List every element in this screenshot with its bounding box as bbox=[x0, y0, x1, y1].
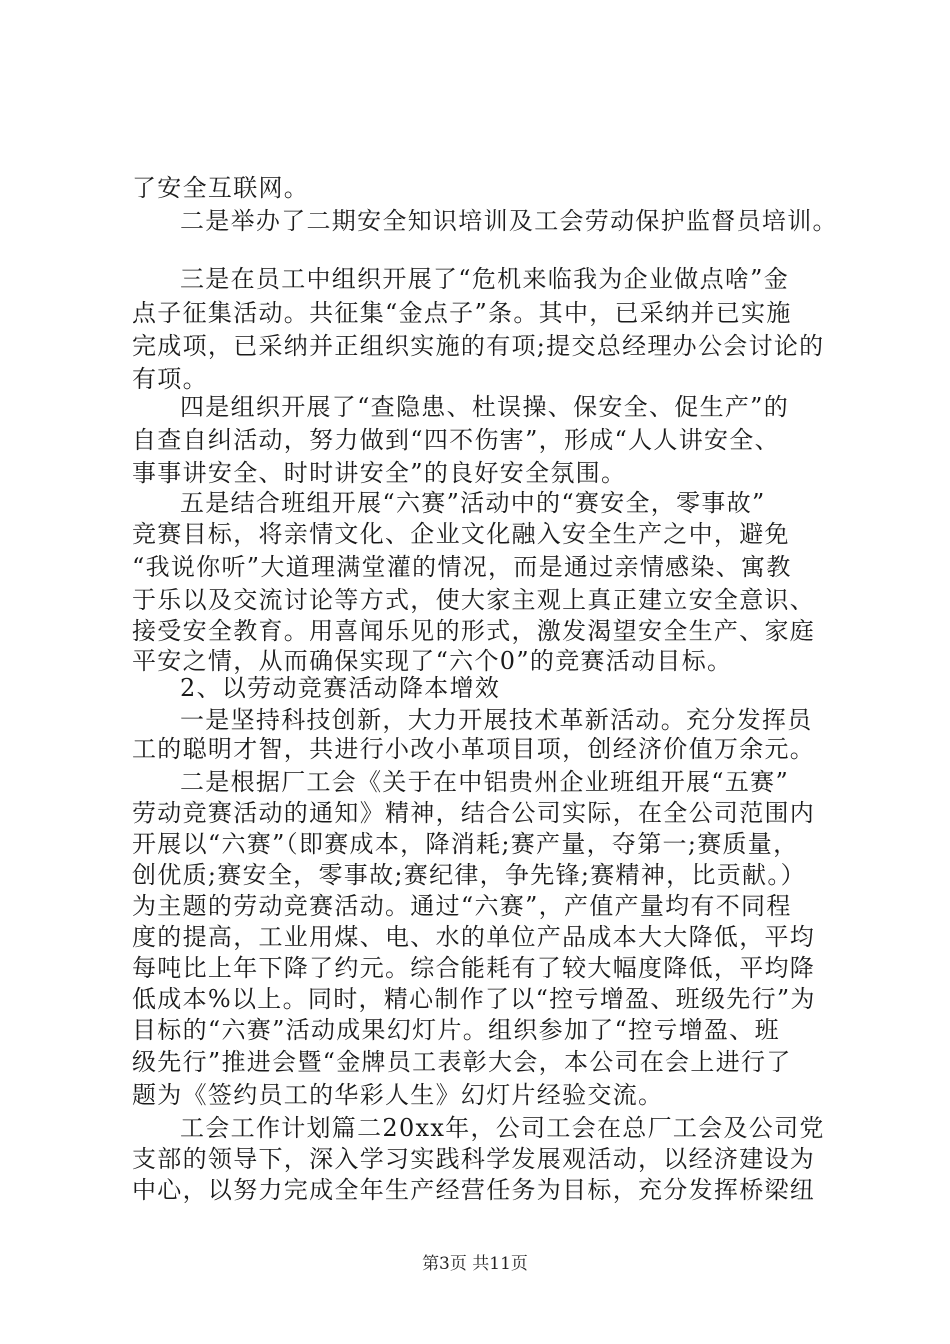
text-line: 一是坚持科技创新，大力开展技术革新活动。充分发挥员 bbox=[180, 706, 813, 734]
text-line: 支部的领导下，深入学习实践科学发展观活动，以经济建设为 bbox=[132, 1145, 816, 1173]
text-line: 工会工作计划篇二20xx年，公司工会在总厂工会及公司党 bbox=[180, 1114, 825, 1142]
page-number-footer: 第3页 共11页 bbox=[422, 1254, 528, 1274]
text-line: 接受安全教育。用喜闻乐见的形式，激发渴望安全生产、家庭 bbox=[132, 617, 816, 645]
text-line: 了安全互联网。 bbox=[132, 174, 310, 202]
text-line: 二是根据厂工会《关于在中铝贵州企业班组开展“五赛” bbox=[180, 768, 790, 796]
text-line: 度的提高，工业用煤、电、水的单位产品成本大大降低，平均 bbox=[132, 923, 816, 951]
text-line: 事事讲安全、时时讲安全”的良好安全氛围。 bbox=[132, 459, 627, 487]
text-line: 竞赛目标，将亲情文化、企业文化融入安全生产之中，避免 bbox=[132, 520, 790, 548]
text-line: 自查自纠活动，努力做到“四不伤害”，形成“人人讲安全、 bbox=[132, 426, 780, 454]
text-line: 低成本%以上。同时，精心制作了以“控亏增盈、班级先行”为 bbox=[132, 985, 816, 1013]
text-line: 中心，以努力完成全年生产经营任务为目标，充分发挥桥梁纽 bbox=[132, 1176, 816, 1204]
text-line: 平安之情，从而确保实现了“六个0”的竞赛活动目标。 bbox=[132, 647, 733, 675]
text-line: 级先行”推进会暨“金牌员工表彰大会，本公司在会上进行了 bbox=[132, 1048, 792, 1076]
text-line: 创优质;赛安全，零事故;赛纪律，争先锋;赛精神，比贡献。） bbox=[132, 861, 806, 889]
text-line: 四是组织开展了“查隐患、杜误操、保安全、促生产”的 bbox=[180, 393, 790, 421]
text-line: 劳动竞赛活动的通知》精神，结合公司实际，在全公司范围内 bbox=[132, 799, 816, 827]
text-line: 完成项，已采纳并正组织实施的有项;提交总经理办公会讨论的 bbox=[132, 332, 825, 360]
text-line: 五是结合班组开展“六赛”活动中的“赛安全，零事故” bbox=[180, 489, 766, 517]
text-line: 题为《签约员工的华彩人生》幻灯片经验交流。 bbox=[132, 1081, 664, 1109]
text-line: 每吨比上年下降了约元。综合能耗有了较大幅度降低，平均降 bbox=[132, 954, 816, 982]
text-line: 点子征集活动。共征集“金点子”条。其中，已采纳并已实施 bbox=[132, 299, 792, 327]
text-line: 目标的“六赛”活动成果幻灯片。组织参加了“控亏增盈、班 bbox=[132, 1016, 780, 1044]
text-line: “我说你听”大道理满堂灌的情况，而是通过亲情感染、寓教 bbox=[132, 553, 792, 581]
text-line: 为主题的劳动竞赛活动。通过“六赛”，产值产量均有不同程 bbox=[132, 892, 792, 920]
text-line: 工的聪明才智，共进行小改小革项目项，创经济价值万余元。 bbox=[132, 735, 816, 763]
text-line: 于乐以及交流讨论等方式，使大家主观上真正建立安全意识、 bbox=[132, 586, 816, 614]
section-heading: 2、以劳动竞赛活动降本增效 bbox=[180, 674, 501, 702]
text-line: 有项。 bbox=[132, 365, 208, 393]
text-line: 三是在员工中组织开展了“危机来临我为企业做点啥”金 bbox=[180, 265, 790, 293]
text-line: 开展以“六赛”（即赛成本，降消耗;赛产量，夺第一;赛质量， bbox=[132, 830, 799, 858]
text-line: 二是举办了二期安全知识培训及工会劳动保护监督员培训。 bbox=[180, 207, 838, 235]
